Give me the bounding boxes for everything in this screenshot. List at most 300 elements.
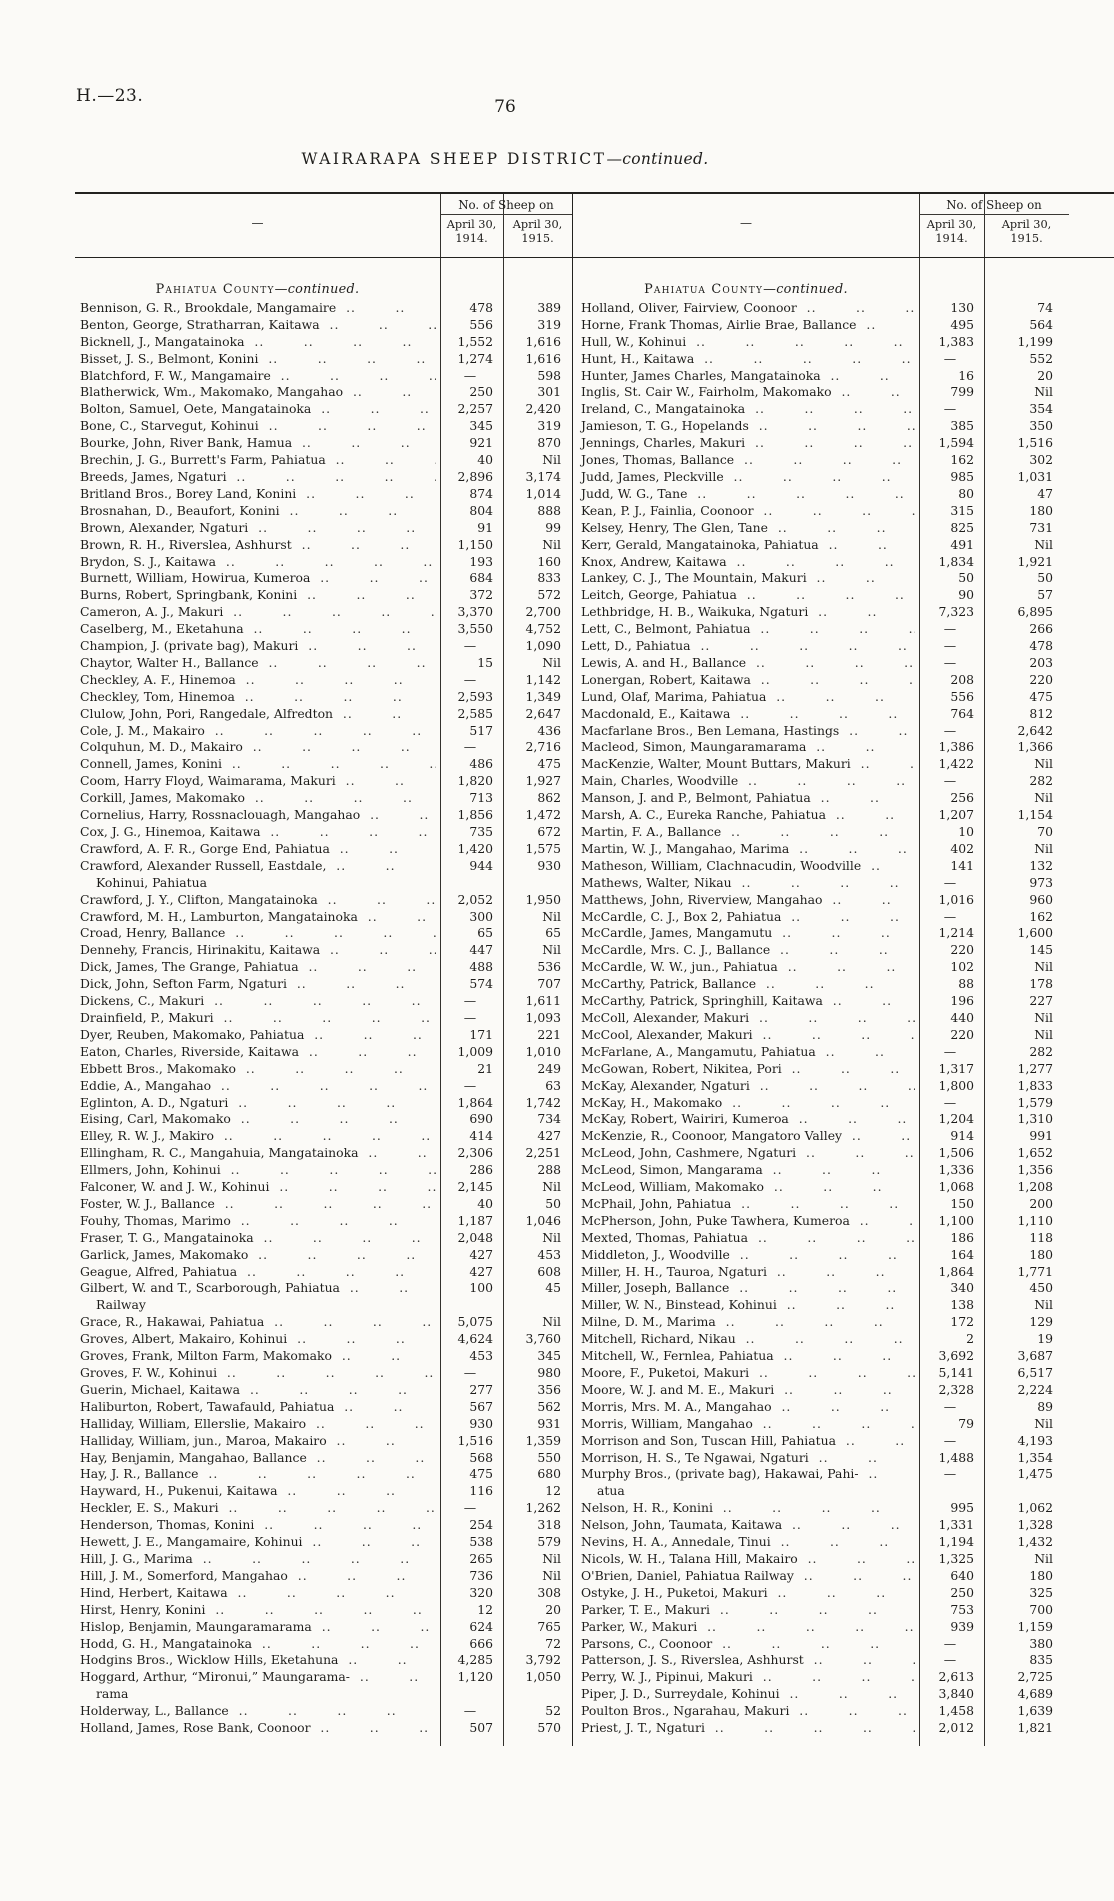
owner-name-cell bbox=[75, 925, 440, 942]
value-1914: 10 bbox=[958, 824, 974, 839]
dot-leader bbox=[254, 1517, 436, 1534]
owner-name-cell bbox=[75, 1416, 440, 1433]
table-row bbox=[573, 1466, 1114, 1500]
entry-name: Britland Bros., Borey Land, Konini bbox=[80, 485, 297, 501]
entry-name: Halliday, William, jun., Maroa, Makairo bbox=[80, 1432, 327, 1448]
dot-leader bbox=[691, 638, 915, 655]
value-1915: 1,062 bbox=[1017, 1500, 1053, 1516]
dot-leader bbox=[750, 1078, 915, 1095]
owner-name-cell bbox=[75, 942, 440, 959]
value-1914: 1,506 bbox=[938, 1145, 974, 1161]
table-row bbox=[75, 1602, 572, 1619]
owner-name-cell bbox=[573, 1264, 919, 1281]
table-row bbox=[573, 1027, 1114, 1044]
entry-name: McCardle, W. W., jun., Pahiatua bbox=[581, 959, 778, 975]
dot-leader bbox=[811, 790, 915, 807]
value-1914: — bbox=[463, 1365, 476, 1380]
value-1915: 180 bbox=[1029, 1246, 1053, 1262]
entry-name: Grace, R., Hakawai, Pahiatua bbox=[80, 1314, 265, 1330]
value-1915: 1,328 bbox=[1017, 1517, 1053, 1533]
value-1915: 608 bbox=[537, 1263, 561, 1279]
col-header-1914: April 30, 1914. bbox=[446, 218, 497, 245]
owner-name-cell bbox=[573, 1247, 919, 1264]
value-1915: 1,142 bbox=[525, 671, 561, 687]
value-1915: Nil bbox=[1034, 756, 1053, 772]
value-1914: 2,328 bbox=[938, 1381, 974, 1397]
value-1914: 735 bbox=[469, 824, 493, 839]
table-row bbox=[75, 317, 572, 334]
owner-name-cell bbox=[573, 1280, 919, 1297]
value-1914: 1,856 bbox=[457, 807, 493, 823]
value-1914: 220 bbox=[950, 1026, 974, 1042]
entry-name: Judd, W. G., Tane bbox=[581, 485, 688, 501]
value-1915: 1,010 bbox=[525, 1043, 561, 1059]
owner-name-cell bbox=[573, 1382, 919, 1399]
value-1914: 2,145 bbox=[457, 1179, 493, 1195]
entry-name: Matthews, John, Riverview, Mangahao bbox=[581, 891, 823, 907]
owner-name-cell bbox=[573, 1162, 919, 1179]
table-row bbox=[75, 604, 572, 621]
value-1914: 265 bbox=[469, 1550, 493, 1566]
owner-name-cell bbox=[75, 621, 440, 638]
owner-name-cell bbox=[573, 739, 919, 756]
entry-name: Bolton, Samuel, Oete, Mangatainoka bbox=[80, 401, 312, 417]
value-1915: 1,159 bbox=[1017, 1618, 1053, 1634]
owner-name-cell bbox=[573, 1331, 919, 1348]
value-1914: 40 bbox=[477, 1195, 493, 1211]
dot-leader bbox=[710, 1602, 915, 1619]
dot-leader bbox=[716, 1314, 915, 1331]
entry-name: Hill, J. M., Somerford, Mangahao bbox=[80, 1567, 288, 1583]
owner-name-cell bbox=[75, 1331, 440, 1348]
table-row bbox=[573, 976, 1114, 993]
value-1915: 731 bbox=[1029, 519, 1053, 535]
owner-name-cell bbox=[573, 1534, 919, 1551]
dot-leader bbox=[228, 1585, 436, 1602]
entry-name: Dennehy, Francis, Hirinakitu, Kaitawa bbox=[80, 942, 321, 958]
value-1915: 1,046 bbox=[525, 1212, 561, 1228]
value-1914: 254 bbox=[469, 1517, 493, 1533]
entry-name: Clulow, John, Pori, Rangedale, Alfredton bbox=[80, 705, 334, 721]
table-row bbox=[75, 1382, 572, 1399]
dot-leader bbox=[745, 401, 915, 418]
value-1915: 2,700 bbox=[525, 604, 561, 620]
value-1914: 16 bbox=[958, 367, 974, 383]
dot-leader bbox=[724, 469, 915, 486]
table-row bbox=[573, 739, 1114, 756]
owner-name-cell bbox=[75, 909, 440, 926]
value-1914: — bbox=[463, 1009, 476, 1025]
value-1915: 453 bbox=[537, 1246, 561, 1262]
dot-leader bbox=[306, 1416, 436, 1433]
dot-leader bbox=[327, 1433, 436, 1450]
entry-name: Drainfield, P., Makuri bbox=[80, 1009, 214, 1025]
value-1914: 914 bbox=[950, 1128, 974, 1144]
value-1914: — bbox=[463, 1500, 476, 1516]
owner-name-cell bbox=[75, 520, 440, 537]
dot-leader bbox=[842, 1128, 915, 1145]
value-1915: 1,472 bbox=[525, 807, 561, 823]
value-1915: Nil bbox=[1034, 536, 1053, 552]
table-row bbox=[75, 1331, 572, 1348]
value-1915: 129 bbox=[1029, 1314, 1053, 1330]
value-1914: 995 bbox=[950, 1500, 974, 1516]
entry-name: Main, Charles, Woodville bbox=[581, 773, 739, 789]
dot-leader bbox=[772, 925, 915, 942]
owner-name-cell bbox=[573, 1466, 919, 1500]
entry-name: Dickens, C., Makuri bbox=[80, 993, 205, 1009]
value-1915: Nil bbox=[1034, 840, 1053, 856]
value-1915: 3,792 bbox=[525, 1652, 561, 1668]
entry-name: Hunt, H., Kaitawa bbox=[581, 350, 695, 366]
entry-name: Holderway, L., Ballance bbox=[80, 1703, 229, 1719]
value-1915: 74 bbox=[1037, 299, 1053, 315]
value-1915: 734 bbox=[537, 1111, 561, 1127]
dot-leader bbox=[288, 1568, 436, 1585]
entry-name: Piper, J. D., Surreydale, Kohinui bbox=[581, 1686, 780, 1702]
entry-name: Garlick, James, Makomako bbox=[80, 1246, 249, 1262]
value-1914: 440 bbox=[950, 1009, 974, 1025]
owner-name-cell bbox=[75, 976, 440, 993]
owner-name-cell bbox=[75, 1534, 440, 1551]
value-1915: 1,652 bbox=[1017, 1145, 1053, 1161]
value-1914: 1,274 bbox=[457, 350, 493, 366]
value-1914: 220 bbox=[950, 942, 974, 958]
owner-name-cell bbox=[573, 351, 919, 368]
value-1914: 1,422 bbox=[938, 756, 974, 772]
table-row bbox=[573, 790, 1114, 807]
value-1915: 1,014 bbox=[525, 485, 561, 501]
table-row bbox=[75, 351, 572, 368]
value-1914: 250 bbox=[469, 384, 493, 400]
dot-leader bbox=[705, 1720, 915, 1737]
value-1915: 380 bbox=[1029, 1635, 1053, 1651]
value-1915: 1,310 bbox=[1017, 1111, 1053, 1127]
table-row bbox=[75, 993, 572, 1010]
value-1915: 1,600 bbox=[1017, 925, 1053, 941]
dot-leader bbox=[312, 1619, 436, 1636]
value-1914: 799 bbox=[950, 384, 974, 400]
dot-leader bbox=[227, 469, 436, 486]
owner-name-cell bbox=[75, 1264, 440, 1281]
owner-name-cell bbox=[75, 1450, 440, 1467]
value-1914: 402 bbox=[950, 840, 974, 856]
value-1914: 2,048 bbox=[457, 1229, 493, 1245]
value-1915: 50 bbox=[545, 1195, 561, 1211]
value-1915: 931 bbox=[537, 1415, 561, 1431]
dot-leader bbox=[252, 1636, 436, 1653]
dot-leader bbox=[764, 1179, 915, 1196]
table-row bbox=[573, 537, 1114, 554]
entry-name: Patterson, J. S., Riverslea, Ashhurst bbox=[581, 1652, 804, 1668]
owner-name-cell bbox=[573, 1619, 919, 1636]
column-divider bbox=[919, 194, 920, 1746]
value-1914: 277 bbox=[469, 1381, 493, 1397]
owner-name-cell bbox=[573, 807, 919, 824]
dot-leader bbox=[199, 1466, 436, 1483]
value-1915: 1,090 bbox=[525, 638, 561, 654]
owner-name-cell bbox=[573, 655, 919, 672]
value-1914: — bbox=[943, 1398, 956, 1414]
value-1915: 160 bbox=[537, 553, 561, 569]
entry-name: Fraser, T. G., Mangatainoka bbox=[80, 1229, 254, 1245]
value-1914: 102 bbox=[950, 959, 974, 975]
owner-name-cell bbox=[75, 1568, 440, 1585]
value-1914: 1,488 bbox=[938, 1449, 974, 1465]
entry-name: Eglinton, A. D., Ngaturi bbox=[80, 1094, 229, 1110]
dot-leader bbox=[806, 739, 915, 756]
value-1915: 221 bbox=[537, 1026, 561, 1042]
table-row bbox=[573, 1551, 1114, 1568]
entry-name: Dick, John, Sefton Farm, Ngaturi bbox=[80, 976, 287, 992]
owner-name-cell bbox=[75, 1365, 440, 1382]
table-row bbox=[573, 1669, 1114, 1686]
value-1915: 1,575 bbox=[525, 840, 561, 856]
value-1915: 180 bbox=[1029, 502, 1053, 518]
owner-name-cell bbox=[75, 1585, 440, 1602]
dot-leader bbox=[774, 1382, 915, 1399]
value-1914: 2,257 bbox=[457, 401, 493, 417]
value-1914: 1,458 bbox=[938, 1703, 974, 1719]
dot-leader bbox=[277, 1483, 436, 1500]
dot-leader bbox=[299, 959, 436, 976]
entry-name: Knox, Andrew, Kaitawa bbox=[581, 553, 727, 569]
entry-name: Hodgins Bros., Wicklow Hills, Eketahuna bbox=[80, 1652, 339, 1668]
dot-leader bbox=[730, 706, 915, 723]
value-1914: 427 bbox=[469, 1263, 493, 1279]
value-1915: 980 bbox=[537, 1365, 561, 1380]
dot-leader bbox=[749, 1010, 915, 1027]
value-1915: 570 bbox=[537, 1720, 561, 1736]
entry-name: Brechin, J. G., Burrett's Farm, Pahiatua bbox=[80, 452, 326, 468]
entry-name: Elley, R. W. J., Makiro bbox=[80, 1128, 214, 1144]
table-row bbox=[573, 875, 1114, 892]
table-row bbox=[573, 1213, 1114, 1230]
entry-name: Jamieson, T. G., Hopelands bbox=[581, 418, 749, 434]
table-row bbox=[573, 503, 1114, 520]
table-row bbox=[573, 1365, 1114, 1382]
table-row bbox=[75, 909, 572, 926]
dot-leader bbox=[245, 334, 437, 351]
dot-leader bbox=[794, 1568, 915, 1585]
table-row bbox=[573, 1078, 1114, 1095]
value-1915: 6,517 bbox=[1017, 1365, 1053, 1380]
entry-name: McLeod, John, Cashmere, Ngaturi bbox=[581, 1145, 797, 1161]
entry-name: Corkill, James, Makomako bbox=[80, 790, 245, 806]
value-1915: 47 bbox=[1037, 485, 1053, 501]
dot-leader bbox=[823, 892, 915, 909]
entry-name: Parker, T. E., Makuri bbox=[581, 1601, 710, 1617]
owner-name-cell bbox=[75, 1652, 440, 1669]
entry-name: Holland, James, Rose Bank, Coonoor bbox=[80, 1720, 311, 1736]
table-row bbox=[75, 1433, 572, 1450]
dot-leader bbox=[336, 773, 436, 790]
value-1915: 45 bbox=[545, 1280, 561, 1296]
owner-name-cell bbox=[573, 1399, 919, 1416]
owner-name-cell bbox=[573, 401, 919, 418]
value-1914: 491 bbox=[950, 536, 974, 552]
value-1915: 1,611 bbox=[525, 993, 561, 1009]
value-1915: 1,516 bbox=[1017, 435, 1053, 451]
dot-leader bbox=[248, 520, 436, 537]
value-1915: 436 bbox=[537, 722, 561, 738]
value-1914: 1,204 bbox=[938, 1111, 974, 1127]
owner-name-cell bbox=[573, 773, 919, 790]
entry-name: Burns, Robert, Springbank, Konini bbox=[80, 587, 298, 603]
table-row bbox=[573, 554, 1114, 571]
entry-name: Bisset, J. S., Belmont, Konini bbox=[80, 350, 259, 366]
value-1915: 282 bbox=[1029, 773, 1053, 789]
owner-name-cell bbox=[75, 807, 440, 824]
entry-name: Groves, F. W., Kohinui bbox=[80, 1365, 218, 1380]
owner-name-cell bbox=[75, 300, 440, 317]
owner-name-cell bbox=[75, 706, 440, 723]
table-row bbox=[75, 1179, 572, 1196]
entry-name: Nicols, W. H., Talana Hill, Makairo bbox=[581, 1550, 798, 1566]
owner-name-cell bbox=[573, 418, 919, 435]
value-1915: 672 bbox=[537, 824, 561, 839]
value-1915: 50 bbox=[1037, 570, 1053, 586]
table-row bbox=[75, 892, 572, 909]
value-1914: 172 bbox=[950, 1314, 974, 1330]
title-continued: —continued. bbox=[606, 150, 709, 168]
entry-name: Macdonald, E., Kaitawa bbox=[581, 705, 731, 721]
value-1914: 556 bbox=[469, 316, 493, 332]
table-row bbox=[75, 1128, 572, 1145]
value-1915: 1,821 bbox=[1017, 1720, 1053, 1736]
owner-name-cell bbox=[573, 486, 919, 503]
value-1915: 562 bbox=[537, 1398, 561, 1414]
entry-name: Priest, J. T., Ngaturi bbox=[581, 1720, 705, 1736]
entry-name: Kerr, Gerald, Mangatainoka, Pahiatua bbox=[581, 536, 819, 552]
value-1915: 4,689 bbox=[1017, 1686, 1053, 1702]
value-1915: 389 bbox=[537, 299, 561, 315]
value-1915: 282 bbox=[1029, 1043, 1053, 1059]
owner-name-cell bbox=[573, 1348, 919, 1365]
entry-name: Lewis, A. and H., Ballance bbox=[581, 654, 747, 670]
owner-name-cell bbox=[573, 1585, 919, 1602]
document-reference: H.—23. bbox=[76, 86, 144, 106]
owner-name-cell bbox=[75, 1517, 440, 1534]
table-row bbox=[75, 807, 572, 824]
table-row bbox=[573, 1382, 1114, 1399]
entry-name: Crawford, J. Y., Clifton, Mangatainoka bbox=[80, 891, 318, 907]
owner-name-cell bbox=[75, 1078, 440, 1095]
value-1914: 1,016 bbox=[938, 891, 974, 907]
table-row bbox=[75, 537, 572, 554]
entry-name: Morris, Mrs. M. A., Mangahao bbox=[581, 1398, 772, 1414]
value-1914: 874 bbox=[469, 485, 493, 501]
value-1914: 256 bbox=[950, 790, 974, 806]
owner-name-cell bbox=[573, 790, 919, 807]
table-row bbox=[75, 790, 572, 807]
dot-leader bbox=[809, 1450, 915, 1467]
table-row bbox=[573, 1044, 1114, 1061]
value-1914: 624 bbox=[469, 1618, 493, 1634]
value-1914: 2,306 bbox=[457, 1145, 493, 1161]
dot-leader bbox=[732, 875, 915, 892]
value-1915: 345 bbox=[537, 1348, 561, 1364]
dot-leader bbox=[244, 621, 436, 638]
dot-leader bbox=[311, 1720, 436, 1737]
dot-leader bbox=[731, 1196, 915, 1213]
table-row bbox=[573, 1314, 1114, 1331]
owner-name-cell bbox=[75, 1636, 440, 1653]
col-header-1915: April 30, 1915. bbox=[512, 218, 563, 245]
sheep-count-header-group bbox=[440, 194, 572, 257]
value-1915: 325 bbox=[1029, 1584, 1053, 1600]
table-row bbox=[75, 384, 572, 401]
dot-leader bbox=[807, 570, 915, 587]
value-1914: — bbox=[463, 1077, 476, 1093]
value-1914: 495 bbox=[950, 316, 974, 332]
entry-name: Haliburton, Robert, Tawafauld, Pahiatua bbox=[80, 1398, 335, 1414]
value-1914: 162 bbox=[950, 452, 974, 468]
owner-name-cell bbox=[573, 976, 919, 993]
value-1915: 19 bbox=[1037, 1331, 1053, 1347]
entry-name: McCarthy, Patrick, Ballance bbox=[581, 976, 757, 992]
entry-name: Crawford, Alexander Russell, Eastdale, bbox=[80, 857, 327, 873]
entry-name: Milne, D. M., Marima bbox=[581, 1314, 716, 1330]
value-1915: 1,616 bbox=[525, 350, 561, 366]
entry-name: Dick, James, The Grange, Pahiatua bbox=[80, 959, 299, 975]
owner-name-cell bbox=[75, 1128, 440, 1145]
value-1914: — bbox=[943, 350, 956, 366]
table-row bbox=[573, 824, 1114, 841]
value-1914: — bbox=[943, 1466, 956, 1482]
table-row bbox=[75, 1551, 572, 1568]
table-row bbox=[573, 1568, 1114, 1585]
entry-name: Falconer, W. and J. W., Kohinui bbox=[80, 1179, 270, 1195]
dot-leader bbox=[307, 1450, 436, 1467]
value-1914: — bbox=[943, 1043, 956, 1059]
dot-leader bbox=[254, 1230, 436, 1247]
dot-leader bbox=[228, 1095, 436, 1112]
table-row bbox=[75, 959, 572, 976]
value-1915: 145 bbox=[1029, 942, 1053, 958]
dot-leader bbox=[326, 452, 436, 469]
table-row bbox=[75, 1720, 572, 1737]
dot-leader bbox=[789, 1703, 915, 1720]
table-row bbox=[573, 925, 1114, 942]
owner-name-cell bbox=[573, 1568, 919, 1585]
entry-name: Mexted, Thomas, Pahiatua bbox=[581, 1229, 749, 1245]
table-row bbox=[573, 401, 1114, 418]
entry-name: Macfarlane Bros., Ben Lemana, Hastings bbox=[581, 722, 840, 738]
dot-leader bbox=[721, 824, 915, 841]
entry-name: O'Brien, Daniel, Pahiatua Railway bbox=[581, 1567, 794, 1583]
table-row bbox=[75, 435, 572, 452]
value-1914: 921 bbox=[469, 435, 493, 451]
entry-name: Heckler, E. S., Makuri bbox=[80, 1500, 219, 1516]
table-row bbox=[573, 435, 1114, 452]
column-divider bbox=[984, 194, 985, 1746]
value-1914: 208 bbox=[950, 671, 974, 687]
dot-leader bbox=[231, 1213, 436, 1230]
owner-name-cell bbox=[573, 841, 919, 858]
table-row bbox=[75, 976, 572, 993]
value-1915: 2,642 bbox=[1017, 722, 1053, 738]
value-1915: 536 bbox=[537, 959, 561, 975]
owner-name-cell bbox=[573, 909, 919, 926]
owner-name-cell bbox=[573, 1044, 919, 1061]
value-1915: Nil bbox=[542, 536, 561, 552]
dot-leader bbox=[781, 909, 915, 926]
table-row bbox=[75, 1145, 572, 1162]
dot-leader bbox=[798, 1551, 915, 1568]
dot-leader bbox=[753, 1416, 915, 1433]
value-1914: 1,120 bbox=[457, 1669, 493, 1685]
